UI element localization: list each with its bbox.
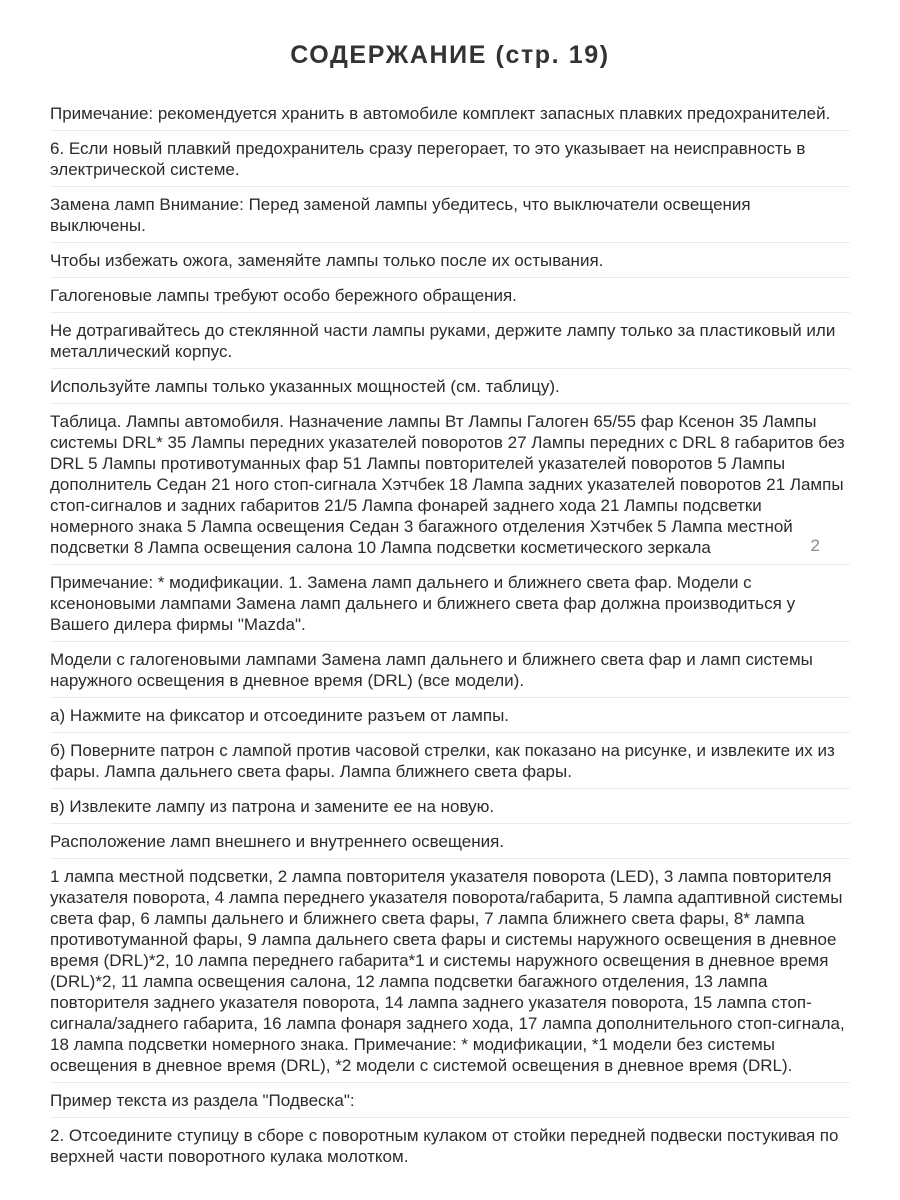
paragraph-lamp-locations-list: 1 лампа местной подсветки, 2 лампа повторителя указателя поворота (LED), 3 лампа повторителя указателя поворота, 4 лампа переднего указателя поворота/габарита, 5 лампа адаптивной системы света фар, 6 лампы дальнего и ближнего света фары, 7 лампа ближнего света фары, 8* лампа противотуманной фары, 9 лампа дальнего света фары и системы наружного освещения в дневное время (DRL)*2, 10 лампа переднего габарита*1 и системы наружного освещения в дневное время (DRL)*2, 11 лампа освещения салона, 12 лампа подсветки багажного отделения, 13 лампа повторителя заднего указателя поворота, 14 лампа заднего указателя поворота, 15 лампа стоп-сигнала/заднего габарита, 16 лампа фонаря заднего хода, 17 лампа дополнительного стоп-сигнала, 18 лампа подсветки номерного знака. Примечание: * модификации, *1 модели без системы освещения в дневное время (DRL), *2 модели с системой освещения в дневное время (DRL). bbox=[50, 859, 850, 1083]
paragraph-lamp-table bbox=[50, 404, 850, 565]
paragraph-lamp-locations-heading: Расположение ламп внешнего и внутреннего освещения. bbox=[50, 824, 850, 859]
paragraph-xenon-note: Примечание: * модификации. 1. Замена ламп дальнего и ближнего света фар. Модели с ксеноновыми лампами Замена ламп дальнего и ближнего света фар должна производиться у Вашего дилера фирмы "Mazda". bbox=[50, 565, 850, 642]
paragraph-step-b: б) Поверните патрон с лампой против часовой стрелки, как показано на рисунке, и извлеките их из фары. Лампа дальнего света фары. Лампа ближнего света фары. bbox=[50, 733, 850, 789]
paragraph-use-specified-wattage: Используйте лампы только указанных мощностей (см. таблицу). bbox=[50, 369, 850, 404]
paragraph-fuse-blows: 6. Если новый плавкий предохранитель сразу перегорает, то это указывает на неисправность в электрической системе. bbox=[50, 131, 850, 187]
paragraph-halogen-models: Модели с галогеновыми лампами Замена ламп дальнего и ближнего света фар и ламп системы наружного освещения в дневное время (DRL) (все модели). bbox=[50, 642, 850, 698]
paragraph-burn-warning: Чтобы избежать ожога, заменяйте лампы только после их остывания. bbox=[50, 243, 850, 278]
paragraph-suspension-step-2: 2. Отсоедините ступицу в сборе с поворотным кулаком от стойки передней подвески постукивая по верхней части поворотного кулака молотком. bbox=[50, 1126, 839, 1166]
content-body bbox=[50, 96, 850, 1173]
paragraph-step-c: в) Извлеките лампу из патрона и замените ее на новую. bbox=[50, 789, 850, 824]
paragraph-lamp-replacement-warning: Замена ламп Внимание: Перед заменой лампы убедитесь, что выключатели освещения выключены. bbox=[50, 187, 850, 243]
page-title: СОДЕРЖАНИЕ (стр. 19) bbox=[290, 41, 610, 69]
paragraph-fuse-note: Примечание: рекомендуется хранить в автомобиле комплект запасных плавких предохранителей. bbox=[50, 96, 850, 131]
paragraph-halogen-care: Галогеновые лампы требуют особо бережного обращения. bbox=[50, 278, 850, 313]
paragraph-do-not-touch-glass: Не дотрагивайтесь до стеклянной части лампы руками, держите лампу только за пластиковый или металлический корпус. bbox=[50, 313, 850, 369]
paragraph-step-a: а) Нажмите на фиксатор и отсоедините разъем от лампы. bbox=[50, 698, 850, 733]
lamp-table-text: Таблица. Лампы автомобиля. Назначение лампы Вт Лампы Галоген 65/55 фар Ксенон 35 Лампы системы DRL* 35 Лампы передних указателей поворотов 27 Лампы передних с DRL 8 габаритов без DRL 5 Лампы противотуманных фар 51 Лампы повторителей указателей поворотов 5 Лампы дополнитель Седан 21 ного стоп-сигнала Хэтчбек 18 Лампа задних указателей поворотов 21 Лампы стоп-сигналов и задних габаритов 21/5 Лампа фонарей заднего хода 21 Лампы подсветки номерного знака 5 Лампа освещения Седан 3 багажного отделения Хэтчбек 5 Лампа местной подсветки 8 Лампа освещения салона 10 Лампа подсветки косметического зеркала bbox=[50, 412, 845, 557]
paragraph-suspension-example: Пример текста из раздела "Подвеска": bbox=[50, 1083, 850, 1118]
page-marker: 2 bbox=[810, 536, 820, 555]
